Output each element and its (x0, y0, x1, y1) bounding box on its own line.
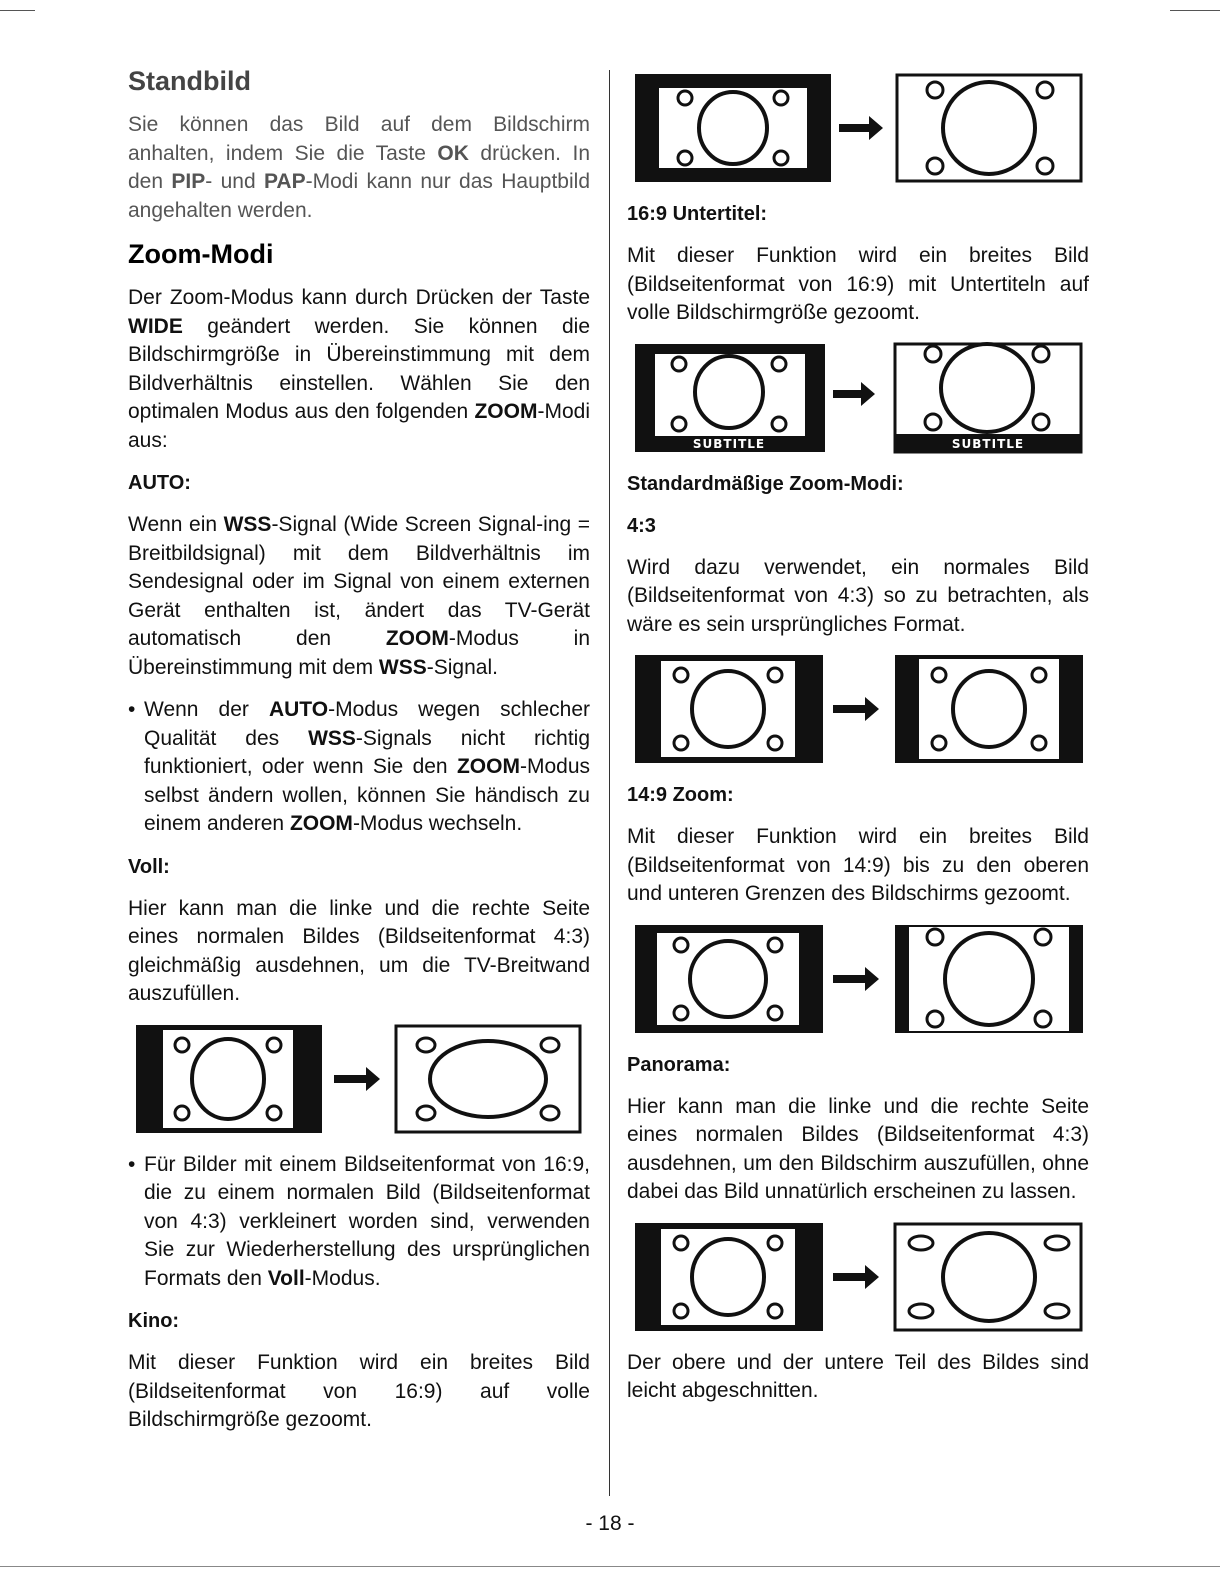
format-4-3-diagram (633, 653, 1083, 765)
untertitel-subheading: 16:9 Untertitel: (627, 203, 768, 225)
zoom-14-9-subheading: 14:9 Zoom: (627, 784, 734, 806)
kino-subheading: Kino: (128, 1310, 180, 1332)
column-divider (609, 70, 610, 1496)
standbild-paragraph: Sie können das Bild auf dem Bildschirm anhalten, indem Sie die Taste OK drücken. In den PIP- und PAP-Modi kann nur das Hauptbild angehalten werden. (128, 113, 591, 222)
standbild-heading: Standbild (128, 66, 251, 96)
standard-subheading: Standardmäßige Zoom-Modi: (627, 472, 904, 495)
page-bottom-edge (0, 1566, 1220, 1567)
zoom-modi-paragraph: Der Zoom-Modus kann durch Drücken der Taste WIDE geändert werden. Sie können die Bildschirmgröße in Übereinstimmung mit dem Bildverhältnis einstellen. Wählen Sie den optimalen Modus aus den folgenden ZOOM-Modi aus: (128, 286, 590, 452)
zoom-14-9-diagram (633, 923, 1083, 1035)
right-column (627, 70, 1089, 1420)
auto-bullet: • Wenn der AUTO-Modus wegen schlecher Qualität des WSS-Signals nicht richtig funktioniert, oder wenn Sie den ZOOM-Modus selbst ändern wollen, können Sie händisch zu einem anderen ZOOM-Modus wechseln. (128, 696, 590, 839)
crop-mark-left (0, 10, 35, 11)
voll-diagram (134, 1023, 584, 1135)
voll-bullet: • Für Bilder mit einem Bildseitenformat von 16:9, die zu einem normalen Bild (Bildseitenformat von 4:3) verkleinert worden sind, verwenden Sie zur Wiederherstellung des ursprünglichen Formats den Voll-Modus. (128, 1151, 590, 1294)
auto-paragraph: Wenn ein WSS-Signal (Wide Screen Signal-ing = Breitbildsignal) mit dem Bildverhältnis im Sendesignal oder im Signal von einem externen Gerät enthalten ist, ändert das TV-Gerät automatisch den ZOOM-Modus in Übereinstimmung mit dem WSS-Signal. (128, 513, 590, 679)
untertitel-paragraph: Mit dieser Funktion wird ein breites Bild (Bildseitenformat von 16:9) mit Untertiteln auf volle Bildschirmgröße gezoomt. (627, 244, 1089, 324)
untertitel-diagram (633, 342, 1083, 454)
zoom-modi-heading: Zoom-Modi (128, 239, 274, 269)
subtitle-label-left: SUBTITLE (692, 436, 766, 451)
format-4-3-subheading: 4:3 (627, 514, 656, 537)
format-4-3-paragraph: Wird dazu verwendet, ein normales Bild (Bildseitenformat von 4:3) so zu betrachten, als wäre es sein ursprüngliches Format. (627, 555, 1089, 636)
voll-subheading: Voll: (128, 855, 170, 878)
voll-paragraph: Hier kann man die linke und die rechte Seite eines normalen Bildes (Bildseitenformat 4:3) gleichmäßig ausdehnen, um die TV-Breitwand auszufüllen. (128, 896, 590, 1005)
zoom-14-9-paragraph: Mit dieser Funktion wird ein breites Bild (Bildseitenformat von 14:9) bis zu den oberen und unteren Grenzen des Bildschirms gezoomt. (627, 825, 1089, 905)
auto-subheading: AUTO: (128, 472, 191, 494)
subtitle-label-right: SUBTITLE (951, 436, 1025, 451)
crop-mark-right (1170, 10, 1220, 11)
panorama-paragraph: Hier kann man die linke und die rechte Seite eines normalen Bildes (Bildseitenformat 4:3) ausdehnen, um den Bildschirm auszufüllen, ohne dabei das Bild unnatürlich erscheinen zu lassen. (627, 1094, 1089, 1203)
left-column (128, 60, 590, 1449)
panorama-diagram (633, 1221, 1083, 1333)
kino-diagram (633, 72, 1083, 184)
panorama-subheading: Panorama: (627, 1053, 731, 1076)
panorama-note: Der obere und der untere Teil des Bildes sind leicht abgeschnitten. (627, 1350, 1089, 1402)
kino-paragraph: Mit dieser Funktion wird ein breites Bild (Bildseitenformat von 16:9) auf volle Bildschirmgröße gezoomt. (128, 1351, 590, 1431)
page-number: - 18 - (585, 1512, 635, 1535)
